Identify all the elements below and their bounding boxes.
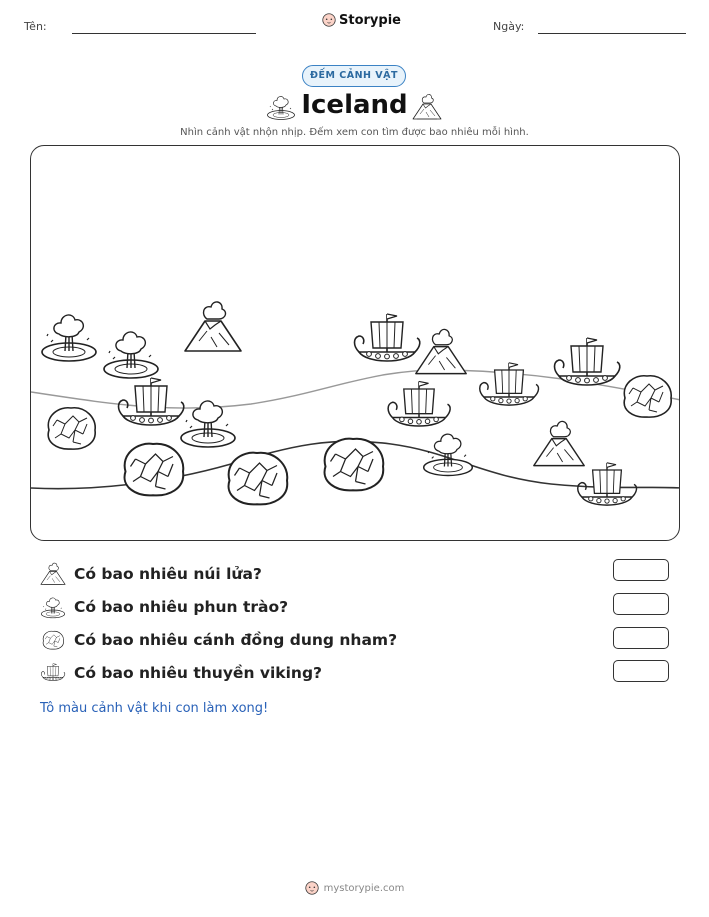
- viking-ship-6: [578, 463, 637, 505]
- footer-url: mystorypie.com: [323, 882, 405, 894]
- volcano-2: [416, 329, 466, 373]
- question-volcano: [40, 561, 262, 587]
- answer-box-viking-ship[interactable]: [613, 660, 669, 682]
- name-field[interactable]: [72, 33, 256, 34]
- lava-field-4: [325, 439, 384, 491]
- geyser-1: [42, 315, 96, 361]
- category-badge: ĐẾM CẢNH VẬT: [302, 65, 406, 87]
- page-title: Iceland: [301, 90, 408, 120]
- lava-field-3: [229, 453, 288, 505]
- question-viking-ship: [40, 660, 322, 686]
- footer: [0, 880, 709, 896]
- question-text: Có bao nhiêu cánh đồng dung nham?: [74, 631, 398, 649]
- geyser-4: [424, 434, 473, 475]
- viking-ship-1: [119, 378, 184, 425]
- lava-field-2: [125, 444, 184, 496]
- volcano-1: [185, 302, 241, 351]
- counting-scene: [30, 145, 680, 541]
- instructions: Nhìn cảnh vật nhộn nhịp. Đếm xem con tìm được bao nhiêu mỗi hình.: [180, 127, 529, 138]
- question-text: Có bao nhiêu phun trào?: [74, 598, 289, 616]
- viking-ship-4: [480, 363, 539, 405]
- brand-name: Storypie: [339, 12, 401, 28]
- volcano-icon: [40, 561, 66, 587]
- question-text: Có bao nhiêu thuyền viking?: [74, 664, 323, 682]
- volcano-3: [534, 421, 584, 465]
- geyser-2: [104, 332, 158, 378]
- date-label: Ngày:: [493, 20, 525, 33]
- volcano-icon: [412, 92, 442, 122]
- viking-ship-icon: [40, 660, 66, 686]
- geyser-icon: [40, 594, 66, 620]
- answer-box-volcano[interactable]: [613, 559, 669, 581]
- viking-ship-5: [555, 338, 620, 385]
- lava-field-1: [48, 408, 95, 449]
- lava-field-5: [624, 376, 671, 417]
- coloring-note: Tô màu cảnh vật khi con làm xong!: [40, 701, 269, 716]
- viking-ship-2: [355, 314, 420, 361]
- answer-box-geyser[interactable]: [613, 593, 669, 615]
- name-label: Tên:: [24, 20, 47, 33]
- brand-logo: [322, 12, 401, 28]
- viking-ship-3: [388, 381, 450, 426]
- date-field[interactable]: [538, 33, 686, 34]
- question-text: Có bao nhiêu núi lửa?: [74, 565, 262, 583]
- lava-field-icon: [40, 627, 66, 653]
- storypie-mascot-icon: [322, 12, 336, 28]
- question-lava-field: [40, 627, 397, 653]
- question-geyser: [40, 594, 288, 620]
- storypie-mascot-icon: [305, 880, 319, 896]
- answer-box-lava-field[interactable]: [613, 627, 669, 649]
